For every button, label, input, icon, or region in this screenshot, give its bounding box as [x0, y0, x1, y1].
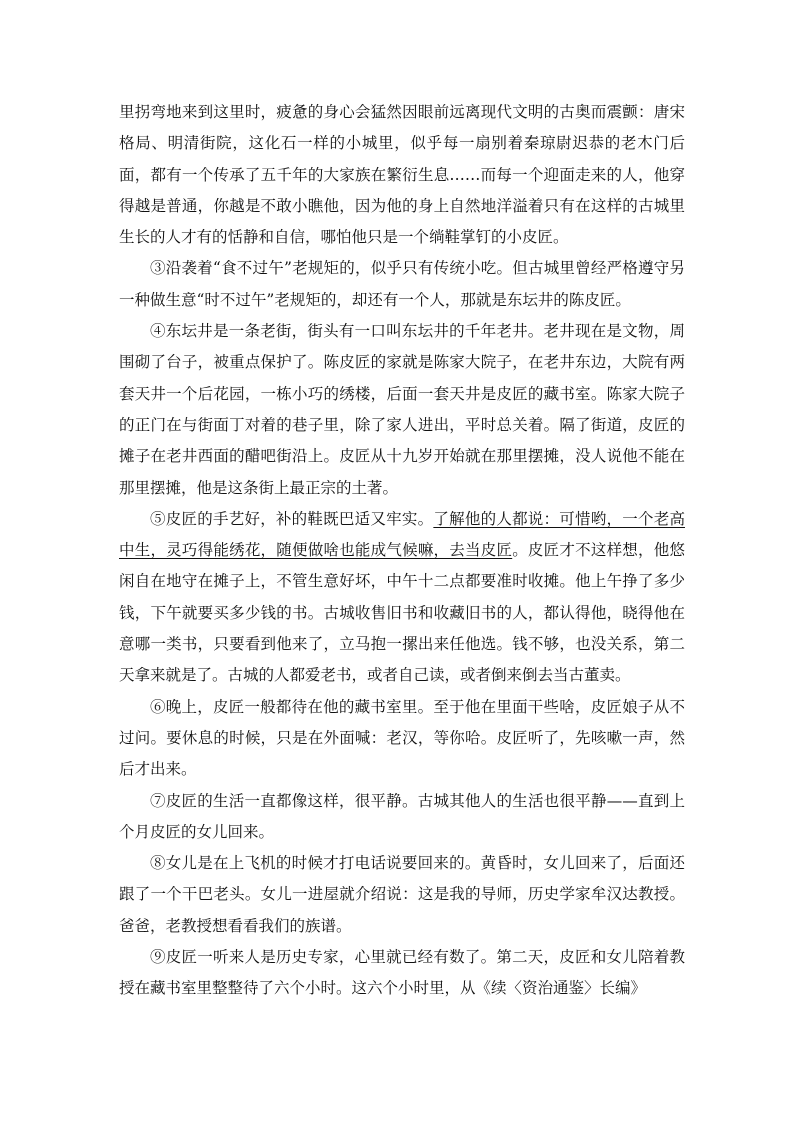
paragraph-7: ⑦皮匠的生活一直都像这样，很平静。古城其他人的生活也很平静——直到上个月皮匠的女儿回来。: [119, 791, 685, 841]
underlined-sentence: 了解他的人都说：可惜哟，一个老高中生，灵巧得能绣花，随便做啥也能成气候嘛，去当皮匠: [119, 509, 685, 560]
paragraph-9: ⑨皮匠一听来人是历史专家，心里就已经有数了。第二天，皮匠和女儿陪着教授在藏书室里整整待了六个小时。这六个小时里，从《续〈资治通鉴〉长编》: [119, 948, 685, 998]
article-body: [119, 97, 685, 1005]
paragraph-3: ③沿袭着“食不过午”老规矩的，似乎只有传统小吃。但古城里曾经严格遵守另一种做生意“时不过午”老规矩的，却还有一个人，那就是东坛井的陈皮匠。: [119, 259, 685, 309]
paragraph-6: ⑥晚上，皮匠一般都待在他的藏书室里。至于他在里面干些啥，皮匠娘子从不过问。要休息的时候，只是在外面喊：老汉，等你哈。皮匠听了，先咳嗽一声，然后才出来。: [119, 697, 685, 779]
paragraph-5-lead: ⑤皮匠的手艺好，补的鞋既巴适又牢实。: [150, 509, 434, 528]
paragraph-8: ⑧女儿是在上飞机的时候才打电话说要回来的。黄昏时，女儿回来了，后面还跟了一个干巴老头。女儿一进屋就介绍说：这是我的导师，历史学家牟汉达教授。爸爸，老教授想看看我们的族谱。: [119, 854, 685, 935]
paragraph-5-rest: 。皮匠才不这样想，他悠闲自在地守在摊子上，不管生意好坏，中午十二点都要准时收摊。他上午挣了多少钱，下午就要买多少钱的书。古城收售旧书和收藏旧书的人，都认得他，晓得他在意哪一类书，只要看到他来了，立马抱一摞出来任他选。钱不够，也没关系，第二天拿来就是了。古城的人都爱老书，或者自己读，或者倒来倒去当古董卖。: [119, 541, 685, 685]
paragraph-5: [119, 504, 685, 692]
paragraph-2-continued: 里拐弯地来到这里时，疲惫的身心会猛然因眼前远离现代文明的古奥而震颤：唐宋格局、明清街院，这化石一样的小城里，似乎每一扇别着秦琼尉迟恭的老木门后面，都有一个传承了五千年的大家族在繁衍生息……而每一个迎面走来的人，他穿得越是普通，你越是不敢小瞧他，因为他的身上自然地洋溢着只有在这样的古城里生长的人才有的恬静和自信，哪怕他只是一个绱鞋掌钉的小皮匠。: [119, 103, 685, 247]
paragraph-4: ④东坛井是一条老街，街头有一口叫东坛井的千年老井。老井现在是文物，周围砌了台子，被重点保护了。陈皮匠的家就是陈家大院子，在老井东边，大院有两套天井一个后花园，一栋小巧的绣楼，后面一套天井是皮匠的藏书室。陈家大院子的正门在与街面丁对着的巷子里，除了家人进出，平时总关着。隔了街道，皮匠的摊子在老井西面的醋吧街沿上。皮匠从十九岁开始就在那里摆摊，没人说他不能在那里摆摊，他是这条街上最正宗的土著。: [119, 322, 685, 497]
